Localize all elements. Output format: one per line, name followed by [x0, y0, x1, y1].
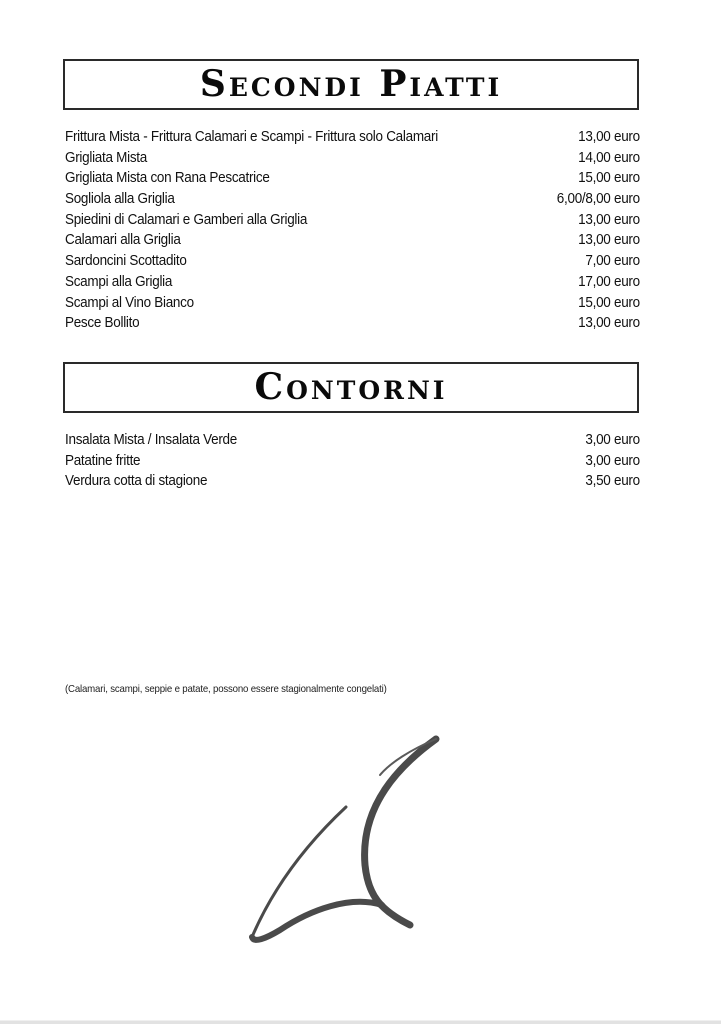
menu-item-name: Grigliata Mista con Rana Pescatrice — [65, 170, 270, 187]
section-title: Contorni — [254, 365, 448, 408]
menu-item-price: 13,00 euro — [578, 315, 640, 332]
menu-item — [65, 471, 640, 492]
menu-item-price: 15,00 euro — [578, 294, 640, 311]
menu-item — [65, 272, 640, 293]
menu-item-price: 3,00 euro — [585, 452, 640, 469]
menu-item-name: Sogliola alla Griglia — [65, 191, 175, 208]
menu-item — [65, 313, 640, 334]
menu-item-price: 3,00 euro — [585, 432, 640, 448]
menu-list-secondi-piatti — [65, 127, 640, 334]
menu-item — [65, 210, 640, 231]
menu-list-contorni — [65, 430, 640, 492]
menu-item — [65, 451, 640, 472]
menu-item — [65, 189, 640, 210]
menu-item-price: 6,00/8,00 euro — [556, 191, 640, 208]
menu-item-name: Scampi al Vino Bianco — [65, 294, 194, 311]
menu-item-price: 3,50 euro — [585, 473, 640, 490]
section-header-contorni — [63, 362, 639, 413]
menu-item-name: Patatine fritte — [65, 452, 141, 469]
menu-item-name: Spiedini di Calamari e Gamberi alla Griglia — [65, 211, 308, 228]
menu-item-name: Verdura cotta di stagione — [65, 473, 208, 490]
menu-item-name: Calamari alla Griglia — [65, 232, 181, 249]
menu-item-name: Scampi alla Griglia — [65, 273, 173, 290]
menu-item — [65, 148, 640, 169]
section-header-secondi-piatti — [63, 59, 639, 110]
menu-item-name: Grigliata Mista — [65, 149, 147, 166]
menu-item — [65, 293, 640, 314]
menu-item-price: 15,00 euro — [578, 170, 640, 187]
section-title: Secondi Piatti — [199, 62, 503, 105]
menu-item-price: 7,00 euro — [585, 253, 640, 270]
menu-item-price: 14,00 euro — [578, 149, 640, 166]
page-bottom-edge — [0, 1020, 721, 1024]
menu-item-name: Frittura Mista - Frittura Calamari e Scampi - Frittura solo Calamari — [65, 129, 438, 145]
menu-item — [65, 127, 640, 148]
menu-item — [65, 168, 640, 189]
menu-item-name: Sardoncini Scottadito — [65, 253, 187, 270]
menu-item-price: 13,00 euro — [578, 232, 640, 249]
brushstroke-logo-icon — [240, 725, 450, 955]
menu-item-price: 17,00 euro — [578, 273, 640, 290]
menu-item — [65, 251, 640, 272]
menu-item — [65, 430, 640, 451]
menu-item-price: 13,00 euro — [578, 129, 640, 145]
menu-item-price: 13,00 euro — [578, 211, 640, 228]
menu-item-name: Pesce Bollito — [65, 315, 140, 332]
seasonal-frozen-note: (Calamari, scampi, seppie e patate, possono essere stagionalmente congelati) — [65, 683, 387, 695]
menu-item — [65, 230, 640, 251]
menu-item-name: Insalata Mista / Insalata Verde — [65, 432, 238, 448]
